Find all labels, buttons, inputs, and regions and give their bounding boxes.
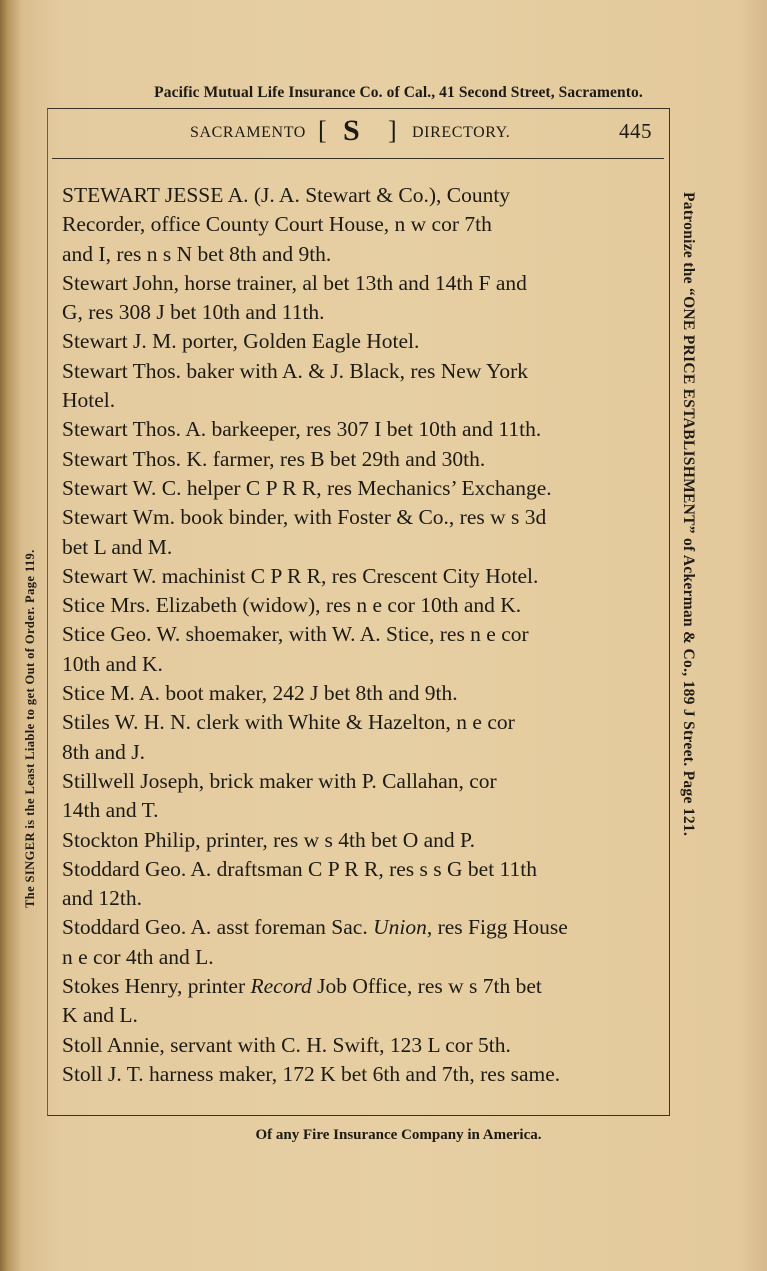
running-head-letter: S	[343, 114, 361, 147]
directory-entry	[62, 826, 658, 855]
directory-entry	[62, 708, 658, 767]
entry-line: Stewart John, horse trainer, al bet 13th and 14th F and	[62, 270, 527, 295]
entry-text: , res Figg House	[426, 915, 568, 940]
entry-text: Stoddard Geo. A. asst foreman Sac.	[62, 915, 374, 940]
directory-entry	[62, 445, 658, 474]
entry-line: and 12th.	[62, 886, 143, 911]
directory-entry	[62, 357, 658, 416]
directory-entry	[62, 181, 658, 269]
entry-line: K and L.	[62, 1003, 138, 1028]
directory-entry	[62, 972, 658, 1031]
directory-entry	[62, 327, 658, 356]
entry-line	[62, 972, 658, 1001]
entry-line: 8th and J.	[62, 739, 146, 764]
entry-line: and I, res n s N bet 8th and 9th.	[62, 241, 332, 266]
directory-entry	[62, 415, 658, 444]
entry-line: Stewart W. machinist C P R R, res Crescent City Hotel.	[62, 563, 539, 588]
entry-line: Stewart Thos. baker with A. & J. Black, res New York	[62, 358, 528, 383]
entry-line: Stewart W. C. helper C P R R, res Mechanics’ Exchange.	[62, 475, 552, 500]
entry-line: 14th and T.	[62, 798, 159, 823]
entry-line: G, res 308 J bet 10th and 11th.	[62, 300, 325, 325]
directory-entry	[62, 269, 658, 328]
directory-entry	[62, 855, 658, 914]
entry-line: bet L and M.	[62, 534, 173, 559]
entry-text: Stokes Henry, printer	[62, 974, 251, 999]
newspaper-name: Record	[250, 974, 312, 999]
entry-line: Stewart Wm. book binder, with Foster & Co., res w s 3d	[62, 505, 547, 530]
header-rule	[52, 158, 664, 159]
running-head-title: DIRECTORY.	[412, 124, 511, 141]
directory-entry	[62, 679, 658, 708]
entry-line: Stice Mrs. Elizabeth (widow), res n e cor 10th and K.	[62, 593, 522, 618]
entry-line: Stillwell Joseph, brick maker with P. Callahan, cor	[62, 768, 497, 793]
entry-line	[62, 913, 658, 942]
right-margin-advertisement: Patronize the “ONE PRICE ESTABLISHMENT” of Ackerman & Co., 189 J Street. Page 121.	[680, 192, 697, 837]
entry-line: Stice Geo. W. shoemaker, with W. A. Stice, res n e cor	[62, 622, 529, 647]
directory-entry	[62, 1060, 658, 1089]
running-head	[190, 114, 660, 148]
directory-entries	[62, 181, 658, 1089]
running-head-city: SACRAMENTO	[190, 124, 306, 141]
footer-advertisement: Of any Fire Insurance Company in America.	[255, 1127, 542, 1143]
left-margin-advertisement: The SINGER is the Least Liable to get Out of Order. Page 119.	[23, 549, 37, 908]
running-head-bracket-close: ]	[388, 116, 398, 145]
entry-line: 10th and K.	[62, 651, 163, 676]
directory-entry	[62, 1031, 658, 1060]
directory-entry	[62, 620, 658, 679]
entry-line: Hotel.	[62, 388, 116, 413]
running-head-bracket-open: [	[318, 116, 328, 145]
directory-entry	[62, 503, 658, 562]
entry-line: STEWART JESSE A. (J. A. Stewart & Co.), County	[62, 183, 511, 207]
page-number: 445	[619, 119, 652, 143]
entry-line: n e cor 4th and L.	[62, 944, 214, 969]
entry-line: Stockton Philip, printer, res w s 4th bet O and P.	[62, 827, 475, 852]
entry-line: Stoll Annie, servant with C. H. Swift, 123 L cor 5th.	[62, 1032, 511, 1057]
directory-entry	[62, 913, 658, 972]
newspaper-name: Union	[373, 915, 427, 940]
entry-line: Stewart Thos. A. barkeeper, res 307 I bet 10th and 11th.	[62, 417, 542, 442]
entry-line: Stewart J. M. porter, Golden Eagle Hotel.	[62, 329, 420, 354]
directory-entry	[62, 474, 658, 503]
header-advertisement: Pacific Mutual Life Insurance Co. of Cal., 41 Second Street, Sacramento.	[154, 84, 643, 101]
entry-line: Recorder, office County Court House, n w cor 7th	[62, 212, 492, 237]
entry-text: Job Office, res w s 7th bet	[311, 974, 542, 999]
directory-entry	[62, 562, 658, 591]
entry-line: Stice M. A. boot maker, 242 J bet 8th and 9th.	[62, 681, 458, 706]
entry-line: Stiles W. H. N. clerk with White & Hazelton, n e cor	[62, 710, 515, 735]
directory-entry	[62, 767, 658, 826]
entry-line: Stewart Thos. K. farmer, res B bet 29th and 30th.	[62, 446, 486, 471]
directory-entry	[62, 591, 658, 620]
entry-line: Stoddard Geo. A. draftsman C P R R, res s s G bet 11th	[62, 856, 537, 881]
entry-line: Stoll J. T. harness maker, 172 K bet 6th and 7th, res same.	[62, 1061, 561, 1086]
